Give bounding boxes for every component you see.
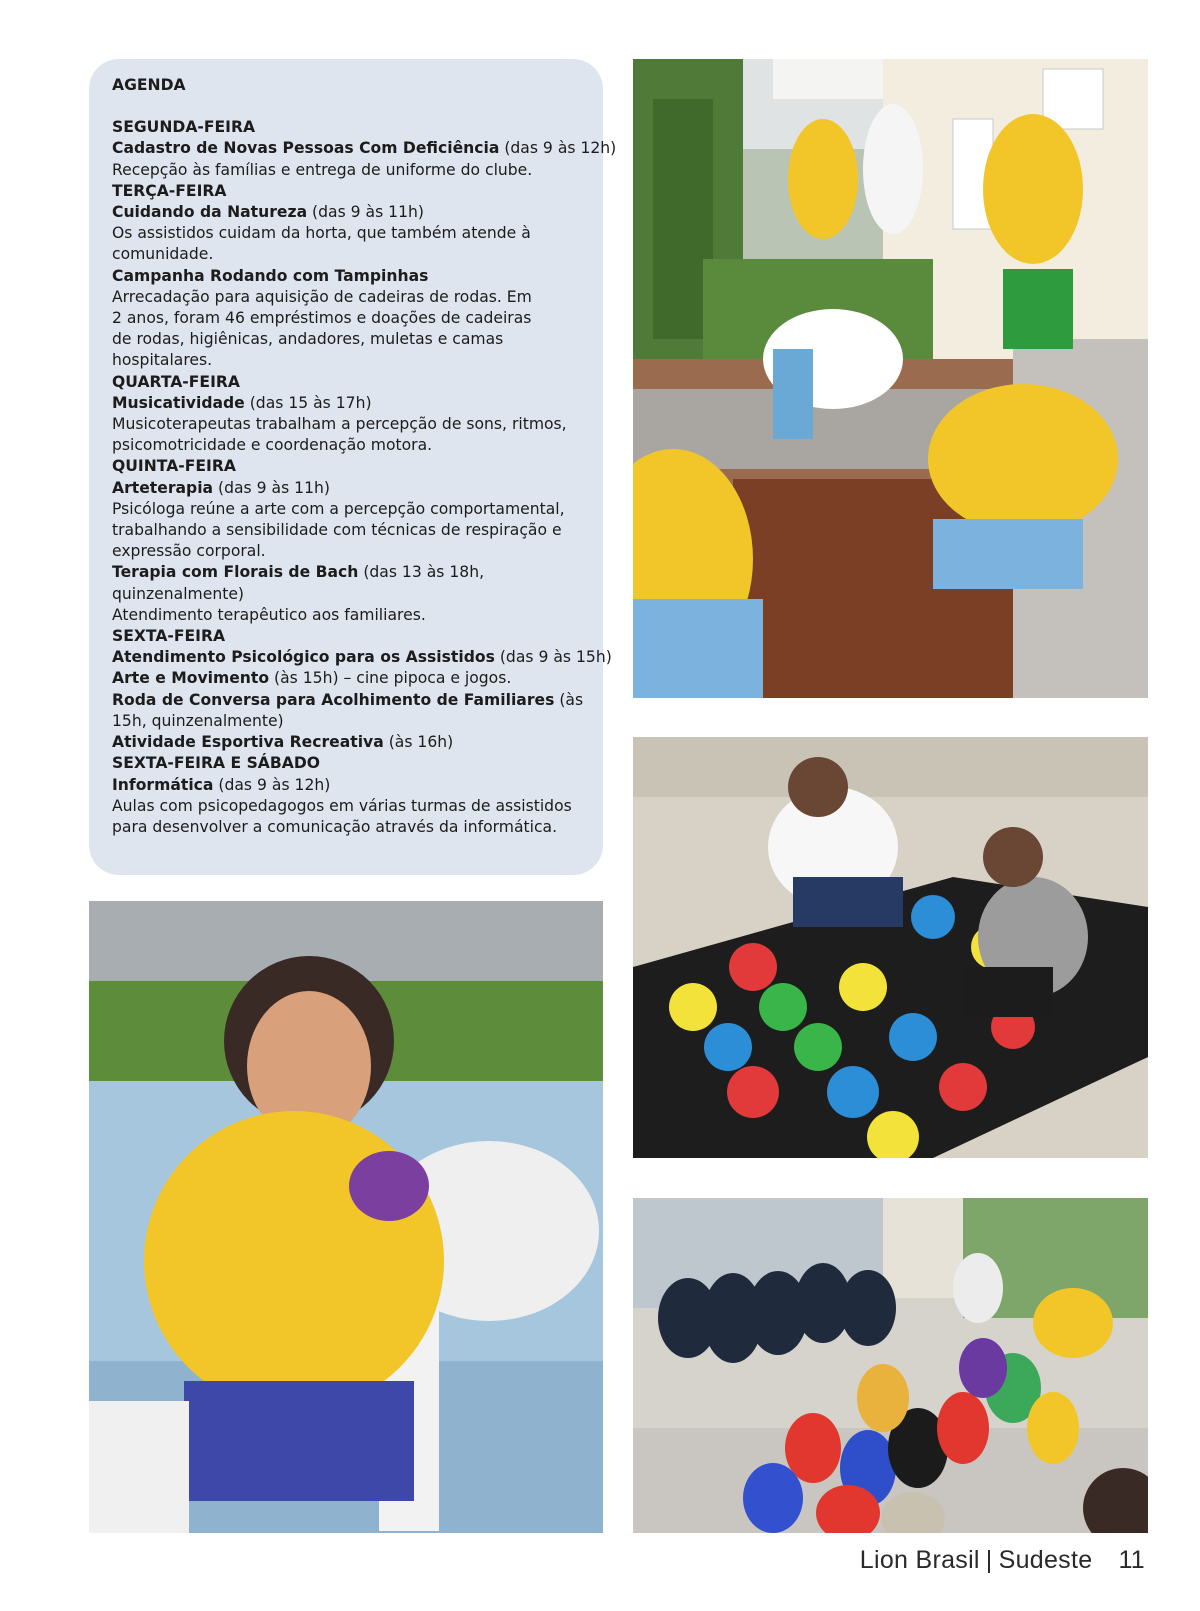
weekday-heading: SEGUNDA-FEIRA	[112, 118, 256, 137]
activity-name: Informática	[112, 775, 214, 794]
activity-title	[112, 562, 581, 583]
activity-title	[112, 202, 581, 223]
activity-description: hospitalares.	[112, 351, 213, 370]
activity-schedule: (das 9 às 12h)	[499, 139, 617, 158]
activity-name: Roda de Conversa para Acolhimento de Familiares	[112, 690, 555, 709]
activity-description: de rodas, higiênicas, andadores, muletas e camas	[112, 330, 504, 349]
agenda-gap	[112, 96, 581, 117]
weekday-heading: SEXTA-FEIRA E SÁBADO	[112, 754, 321, 773]
activity-schedule: (das 15 às 17h)	[244, 393, 372, 412]
activity-schedule: (das 9 às 12h)	[213, 775, 331, 794]
weekday-heading: QUINTA-FEIRA	[112, 457, 236, 476]
activity-name: Atividade Esportiva Recreativa	[112, 733, 384, 752]
activity-title	[112, 690, 584, 711]
activity-description: Aulas com psicopedagogos em várias turmas de assistidos	[112, 796, 572, 815]
activity-name: Cuidando da Natureza	[112, 203, 308, 222]
activity-title	[112, 138, 617, 159]
agenda-heading: AGENDA	[112, 76, 186, 94]
activity-description: comunidade.	[112, 245, 214, 264]
weekday-heading: SEXTA-FEIRA	[112, 627, 226, 646]
agenda-box	[89, 59, 617, 875]
activity-name: Atendimento Psicológico para os Assistidos	[112, 648, 495, 667]
activity-title	[112, 775, 581, 796]
activity-schedule: (das 13 às 18h,	[358, 563, 485, 582]
activity-description: quinzenalmente)	[112, 584, 245, 603]
activity-description: psicomotricidade e coordenação motora.	[112, 436, 433, 455]
activity-name: Terapia com Florais de Bach	[112, 563, 359, 582]
publication-name: Lion Brasil	[859, 1546, 980, 1574]
activity-title	[112, 266, 581, 287]
activity-schedule: (das 9 às 11h)	[213, 478, 330, 497]
page-number: 11	[1118, 1546, 1145, 1574]
agenda-list	[112, 117, 617, 838]
activity-schedule: (às	[554, 690, 584, 709]
activity-name: Arteterapia	[112, 478, 214, 497]
activity-name: Musicatividade	[112, 393, 245, 412]
activity-title	[112, 732, 581, 753]
group-photo	[633, 1198, 1148, 1533]
activity-description: Arrecadação para aquisição de cadeiras de rodas. Em	[112, 287, 532, 306]
activity-schedule: (às 15h) – cine pipoca e jogos.	[269, 669, 512, 688]
activity-title	[112, 478, 581, 499]
activity-name: Arte e Movimento	[112, 669, 270, 688]
twister-photo	[633, 737, 1148, 1158]
weekday-heading: TERÇA-FEIRA	[112, 181, 227, 200]
activity-name: Cadastro de Novas Pessoas Com Deficiência	[112, 139, 500, 158]
activity-description: Atendimento terapêutico aos familiares.	[112, 605, 426, 624]
activity-description: Os assistidos cuidam da horta, que também atende à	[112, 224, 531, 243]
page-footer	[860, 1546, 1145, 1575]
region-name: Sudeste	[998, 1546, 1093, 1574]
activity-title	[112, 393, 581, 414]
activity-description: Psicóloga reúne a arte com a percepção comportamental,	[112, 499, 565, 518]
activity-schedule: (das 9 às 15h)	[494, 648, 612, 667]
activity-description: 15h, quinzenalmente)	[112, 711, 284, 730]
activity-description: 2 anos, foram 46 empréstimos e doações de cadeiras	[112, 309, 532, 328]
activity-schedule: (das 9 às 11h)	[307, 203, 424, 222]
activity-description: para desenvolver a comunicação através da informática.	[112, 817, 558, 836]
activity-description: Musicoterapeutas trabalham a percepção de sons, ritmos,	[112, 415, 567, 434]
activity-description: Recepção às famílias e entrega de uniforme do clube.	[112, 160, 533, 179]
activity-description: trabalhando a sensibilidade com técnicas de respiração e	[112, 521, 562, 540]
activity-schedule: (às 16h)	[383, 733, 454, 752]
footer-separator: |	[985, 1546, 993, 1574]
activity-title	[112, 647, 612, 668]
activity-description: expressão corporal.	[112, 542, 266, 561]
activity-title	[112, 668, 581, 689]
gardening-photo	[633, 59, 1148, 698]
maraca-photo	[89, 901, 603, 1533]
weekday-heading: QUARTA-FEIRA	[112, 372, 240, 391]
activity-name: Campanha Rodando com Tampinhas	[112, 266, 429, 285]
